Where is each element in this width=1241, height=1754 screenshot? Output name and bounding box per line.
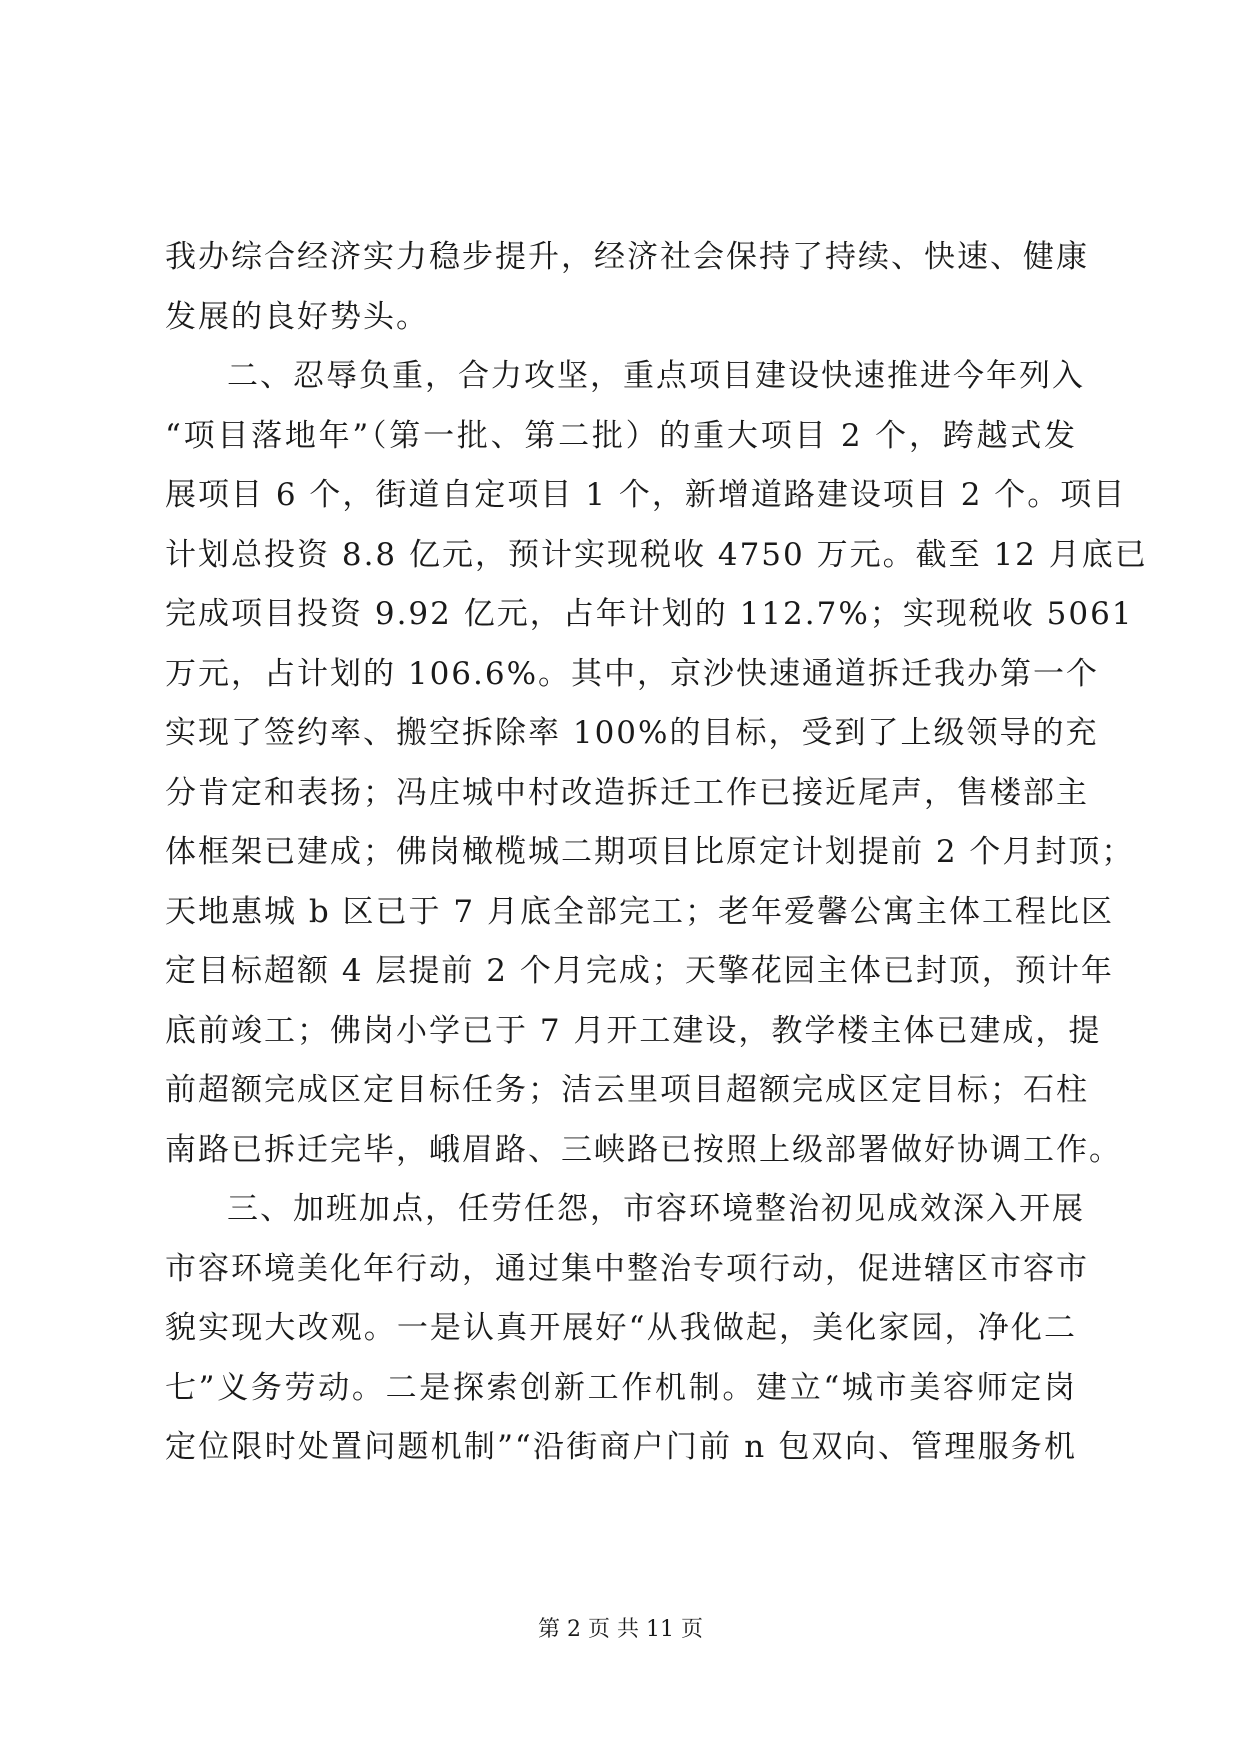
paragraph-line: 万元，占计划的 106.6%。其中，京沙快速通道拆迁我办第一个 bbox=[165, 655, 1100, 692]
paragraph-line: 发展的良好势头。 bbox=[165, 298, 429, 335]
paragraph-line: 我办综合经济实力稳步提升，经济社会保持了持续、快速、健康 bbox=[165, 239, 1089, 275]
paragraph-line: 完成项目投资 9.92 亿元，占年计划的 112.7%；实现税收 5061 bbox=[165, 596, 1134, 632]
page-number-footer: 第 2 页 共 11 页 bbox=[538, 1617, 703, 1642]
paragraph-line: 七”义务劳动。二是探索创新工作机制。建立“城市美容师定岗 bbox=[165, 1369, 1077, 1406]
paragraph-line: 底前竣工；佛岗小学已于 7 月开工建设，教学楼主体已建成，提 bbox=[165, 1012, 1102, 1049]
paragraph-line: 体框架已建成；佛岗橄榄城二期项目比原定计划提前 2 个月封顶； bbox=[165, 834, 1135, 870]
paragraph-line: 定目标超额 4 层提前 2 个月完成；天擎花园主体已封顶，预计年 bbox=[165, 953, 1114, 989]
paragraph-line: 展项目 6 个，街道自定项目 1 个，新增道路建设项目 2 个。项目 bbox=[165, 477, 1127, 513]
paragraph-line: 前超额完成区定目标任务；洁云里项目超额完成区定目标；石柱 bbox=[165, 1072, 1089, 1108]
paragraph-line: 三、加班加点，任劳任怨，市容环境整治初见成效深入开展 bbox=[227, 1191, 1085, 1227]
paragraph-line: 天地惠城 b 区已于 7 月底全部完工；老年爱馨公寓主体工程比区 bbox=[165, 893, 1114, 930]
paragraph-line: 计划总投资 8.8 亿元，预计实现税收 4750 万元。截至 12 月底已 bbox=[165, 536, 1148, 573]
paragraph-line: 二、忍辱负重，合力攻坚，重点项目建设快速推进今年列入 bbox=[227, 358, 1085, 394]
paragraph-line: 定位限时处置问题机制”“沿街商户门前 n 包双向、管理服务机 bbox=[165, 1429, 1077, 1465]
paragraph-line: 实现了签约率、搬空拆除率 100%的目标，受到了上级领导的充 bbox=[165, 715, 1099, 751]
document-body bbox=[165, 228, 1148, 1478]
paragraph-line: 貌实现大改观。一是认真开展好“从我做起，美化家园，净化二 bbox=[165, 1310, 1077, 1346]
paragraph-line: “项目落地年”（第一批、第二批）的重大项目 2 个，跨越式发 bbox=[165, 417, 1077, 454]
paragraph-line: 南路已拆迁完毕，峨眉路、三峡路已按照上级部署做好协调工作。 bbox=[165, 1131, 1122, 1168]
paragraph-line: 分肯定和表扬；冯庄城中村改造拆迁工作已接近尾声，售楼部主 bbox=[165, 774, 1089, 811]
paragraph-line: 市容环境美化年行动，通过集中整治专项行动，促进辖区市容市 bbox=[165, 1250, 1089, 1287]
